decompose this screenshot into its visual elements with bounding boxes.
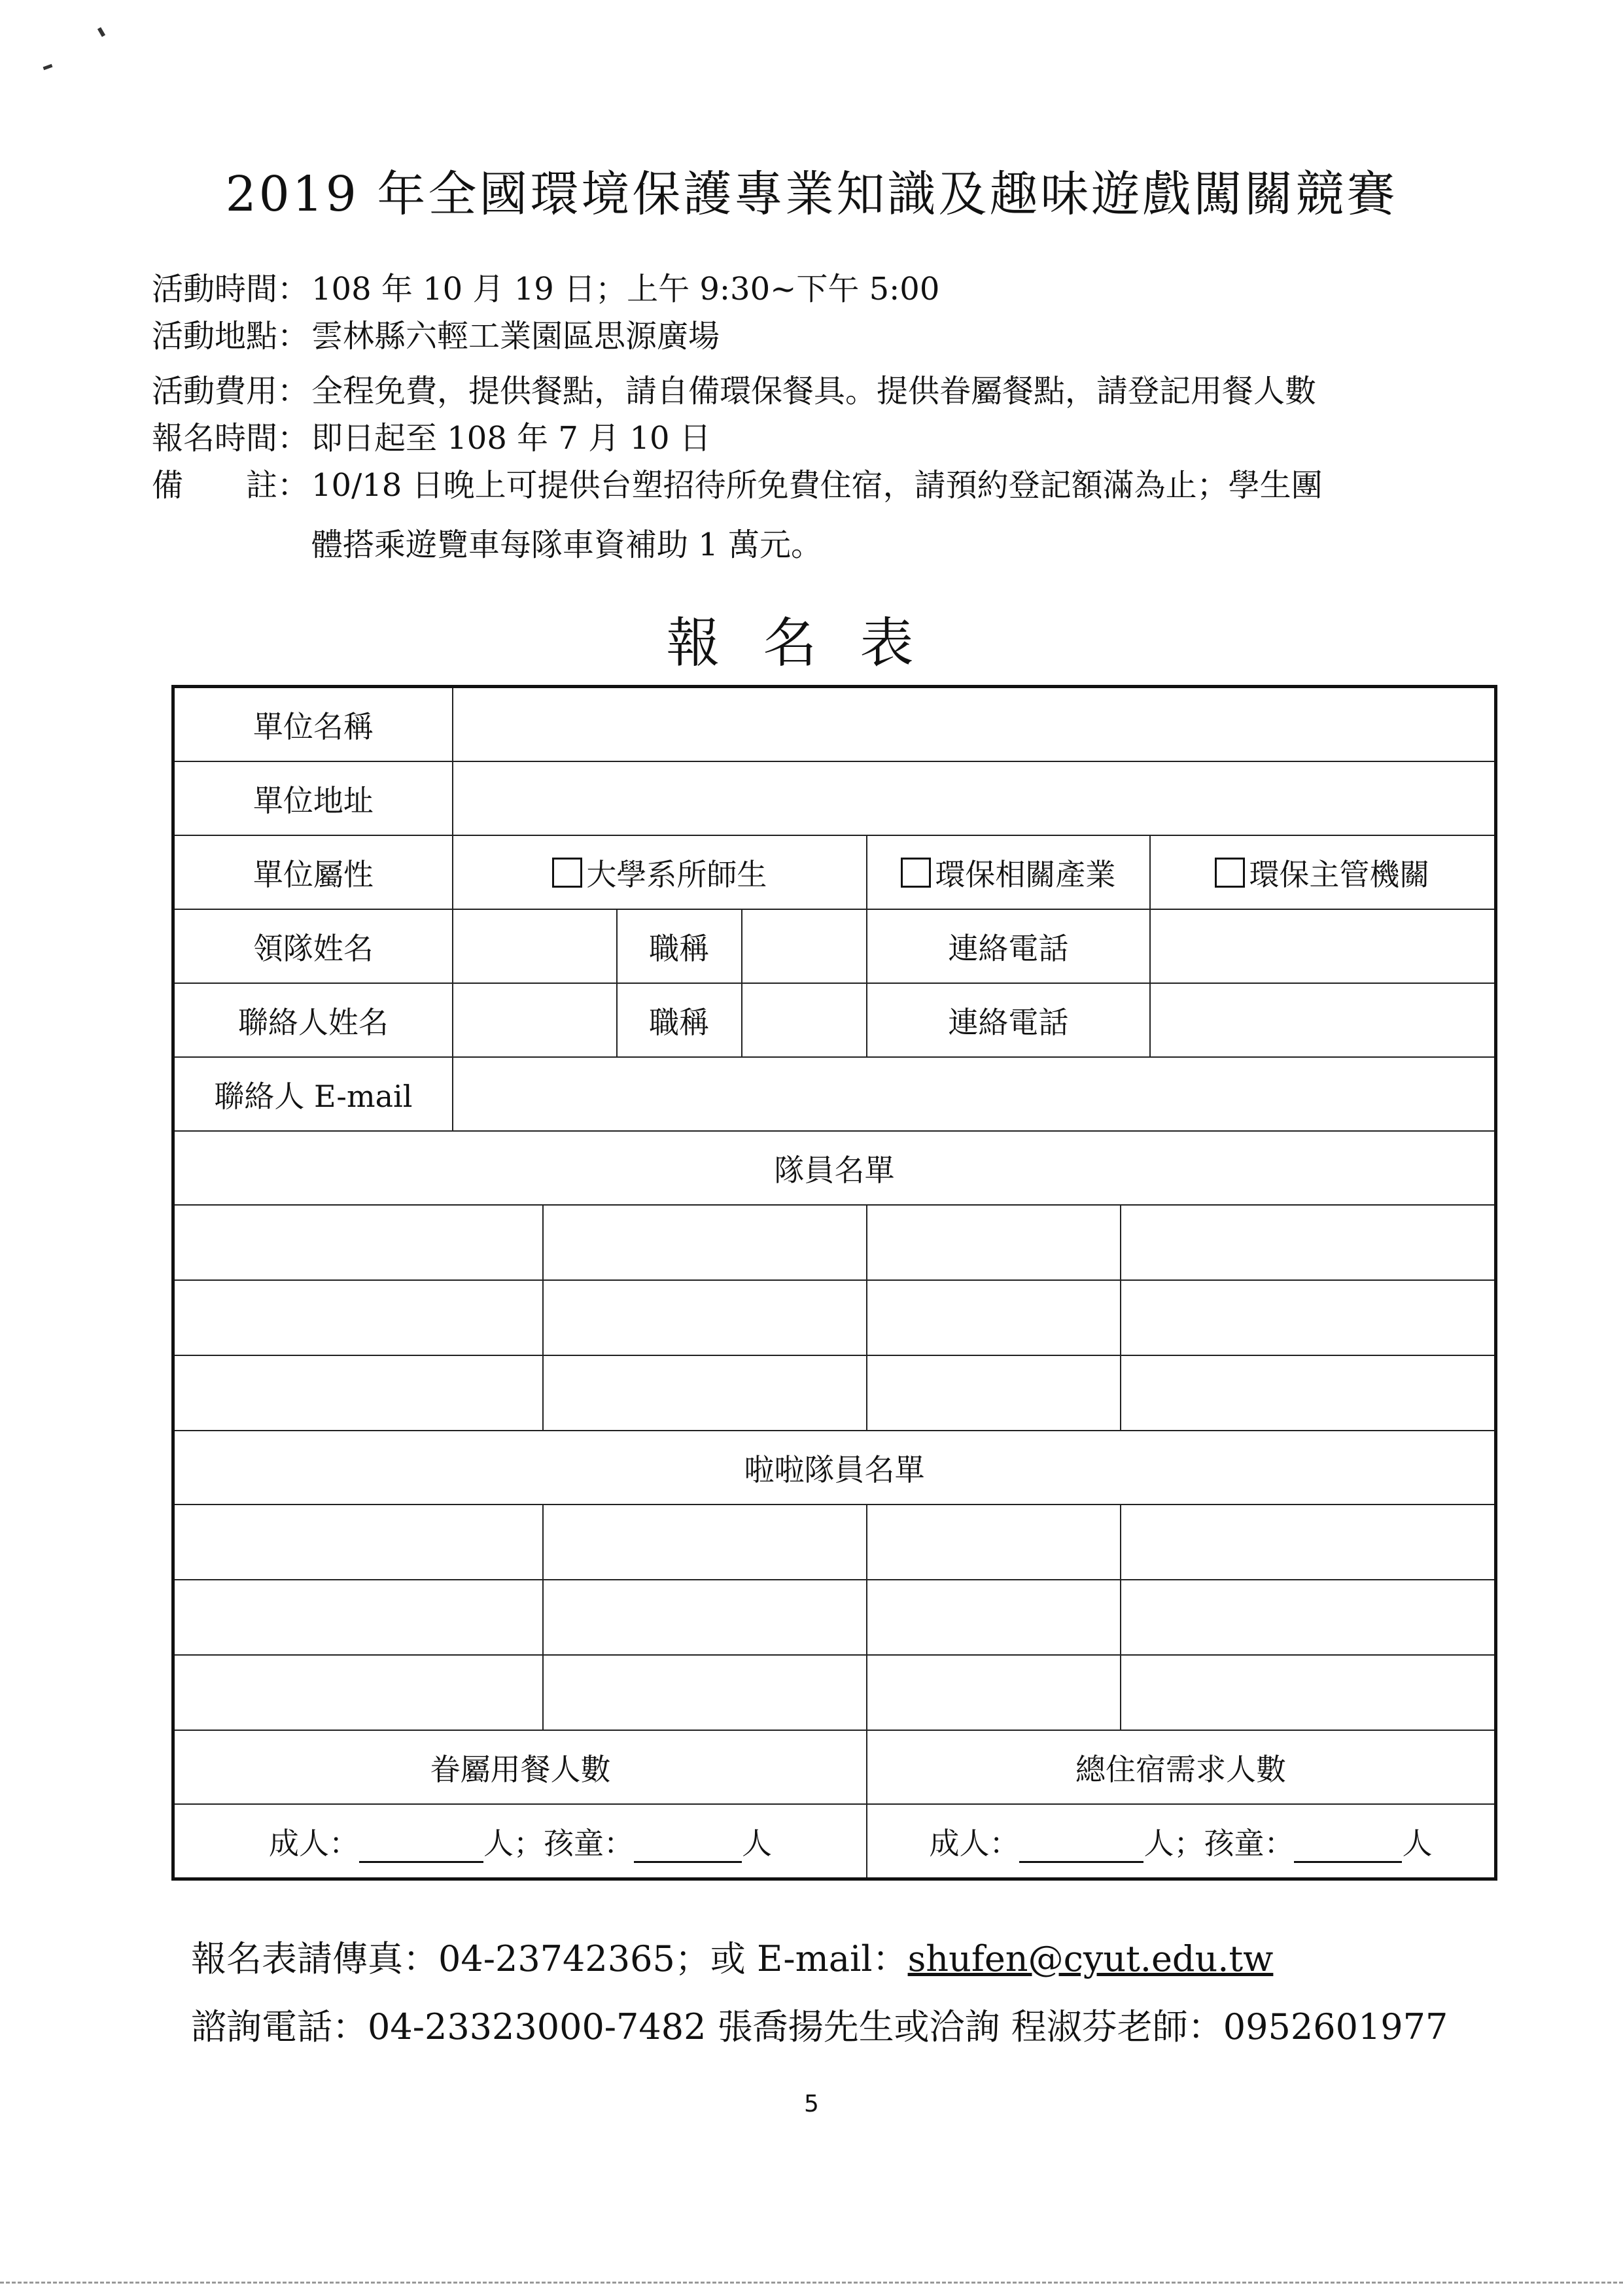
contact-email-label: 聯絡人 E-mail	[173, 1057, 453, 1131]
cheer-member-cell[interactable]	[543, 1580, 867, 1655]
members-header: 隊員名單	[173, 1131, 1496, 1205]
checkbox-icon[interactable]	[901, 858, 931, 888]
registration-form	[171, 685, 1497, 1881]
info-row-time	[152, 266, 939, 313]
member-cell[interactable]	[867, 1280, 1121, 1355]
unit-type-option-label: 大學系所師生	[586, 856, 767, 892]
contact-email-field[interactable]	[453, 1057, 1496, 1131]
info-row-location	[152, 313, 720, 360]
adult-count-blank[interactable]	[359, 1861, 483, 1863]
member-cell[interactable]	[867, 1205, 1121, 1280]
member-cell[interactable]	[867, 1355, 1121, 1431]
leader-phone-field[interactable]	[1150, 909, 1496, 983]
inquiry-line: 諮詢電話：04-23323000-7482 張喬揚先生或洽詢 程淑芬老師：0952601977	[191, 2006, 1448, 2047]
member-cell[interactable]	[1121, 1205, 1496, 1280]
contact-name-label: 聯絡人姓名	[173, 983, 453, 1057]
info-label: 活動時間：	[152, 271, 309, 307]
contact-title-label: 職稱	[617, 983, 742, 1057]
unit-name-field[interactable]	[453, 687, 1496, 762]
unit-type-option[interactable]	[867, 835, 1150, 909]
scan-mark	[97, 27, 105, 37]
fax-line-text: 報名表請傳真：04-23742365；或 E-mail：	[191, 1938, 908, 1979]
leader-title-label: 職稱	[617, 909, 742, 983]
cheer-member-cell[interactable]	[543, 1655, 867, 1730]
cheer-member-cell[interactable]	[173, 1580, 544, 1655]
contact-name-field[interactable]	[453, 983, 617, 1057]
member-cell[interactable]	[173, 1355, 544, 1431]
unit-type-option-label: 環保相關產業	[935, 856, 1116, 892]
info-value: 10/18 日晚上可提供台塑招待所免費住宿，請預約登記額滿為止；學生團	[311, 467, 1323, 504]
contact-phone-field[interactable]	[1150, 983, 1496, 1057]
cheer-member-cell[interactable]	[543, 1505, 867, 1580]
scan-mark	[43, 64, 53, 70]
page-title: 2019 年全國環境保護專業知識及趣味遊戲闖關競賽	[225, 166, 1398, 222]
cheer-member-cell[interactable]	[173, 1655, 544, 1730]
child-count-blank[interactable]	[634, 1861, 742, 1863]
member-cell[interactable]	[543, 1205, 867, 1280]
info-label: 備 註：	[152, 467, 309, 504]
family-meals-count[interactable]	[173, 1804, 867, 1879]
member-cell[interactable]	[1121, 1355, 1496, 1431]
person-unit: 人	[1143, 1825, 1174, 1861]
child-count-blank[interactable]	[1294, 1861, 1402, 1863]
member-cell[interactable]	[173, 1205, 544, 1280]
info-label: 報名時間：	[152, 420, 309, 457]
info-row-registration	[152, 415, 711, 462]
family-meals-header: 眷屬用餐人數	[173, 1730, 867, 1804]
person-unit: 人	[1402, 1825, 1433, 1861]
cheer-member-cell[interactable]	[1121, 1580, 1496, 1655]
lodging-header: 總住宿需求人數	[867, 1730, 1496, 1804]
unit-type-option[interactable]	[1150, 835, 1496, 909]
info-row-fee	[152, 368, 1316, 415]
leader-name-label: 領隊姓名	[173, 909, 453, 983]
cheer-member-cell[interactable]	[867, 1580, 1121, 1655]
scan-edge-line	[0, 2282, 1623, 2284]
cheer-member-cell[interactable]	[173, 1505, 544, 1580]
unit-type-option-label: 環保主管機關	[1249, 856, 1430, 892]
unit-address-label: 單位地址	[173, 761, 453, 835]
adult-label: 成人：	[929, 1825, 1020, 1861]
leader-phone-label: 連絡電話	[867, 909, 1150, 983]
person-unit: 人	[483, 1825, 514, 1861]
info-value: 即日起至 108 年 7 月 10 日	[311, 420, 711, 457]
info-note-continuation: 體搭乘遊覽車每隊車資補助 1 萬元。	[311, 527, 823, 563]
email-link[interactable]: shufen@cyut.edu.tw	[907, 1938, 1274, 1979]
fax-line	[191, 1931, 1273, 1981]
cheer-member-cell[interactable]	[1121, 1655, 1496, 1730]
checkbox-icon[interactable]	[552, 858, 582, 888]
unit-name-label: 單位名稱	[173, 687, 453, 762]
child-label: ；孩童：	[513, 1825, 634, 1861]
contact-title-field[interactable]	[742, 983, 867, 1057]
lodging-count[interactable]	[867, 1804, 1496, 1879]
child-label: ；孩童：	[1174, 1825, 1295, 1861]
adult-label: 成人：	[268, 1825, 359, 1861]
info-row-note	[152, 462, 1323, 509]
unit-type-option[interactable]	[453, 835, 867, 909]
cheer-member-cell[interactable]	[867, 1505, 1121, 1580]
unit-address-field[interactable]	[453, 761, 1496, 835]
info-value: 雲林縣六輕工業園區思源廣場	[311, 318, 720, 355]
leader-title-field[interactable]	[742, 909, 867, 983]
cheer-member-cell[interactable]	[1121, 1505, 1496, 1580]
cheer-member-cell[interactable]	[867, 1655, 1121, 1730]
info-value: 全程免費，提供餐點，請自備環保餐具。提供眷屬餐點，請登記用餐人數	[311, 373, 1317, 409]
member-cell[interactable]	[543, 1280, 867, 1355]
adult-count-blank[interactable]	[1019, 1861, 1143, 1863]
page-number: 5	[804, 2091, 819, 2117]
member-cell[interactable]	[173, 1280, 544, 1355]
form-title: 報名表	[666, 612, 957, 674]
leader-name-field[interactable]	[453, 909, 617, 983]
person-unit: 人	[741, 1825, 772, 1861]
info-label: 活動費用：	[152, 373, 309, 409]
checkbox-icon[interactable]	[1215, 858, 1245, 888]
contact-phone-label: 連絡電話	[867, 983, 1150, 1057]
member-cell[interactable]	[543, 1355, 867, 1431]
unit-type-label: 單位屬性	[173, 835, 453, 909]
info-label: 活動地點：	[152, 318, 309, 355]
info-value: 108 年 10 月 19 日；上午 9:30~下午 5:00	[311, 271, 940, 307]
cheer-header: 啦啦隊員名單	[173, 1431, 1496, 1505]
member-cell[interactable]	[1121, 1280, 1496, 1355]
